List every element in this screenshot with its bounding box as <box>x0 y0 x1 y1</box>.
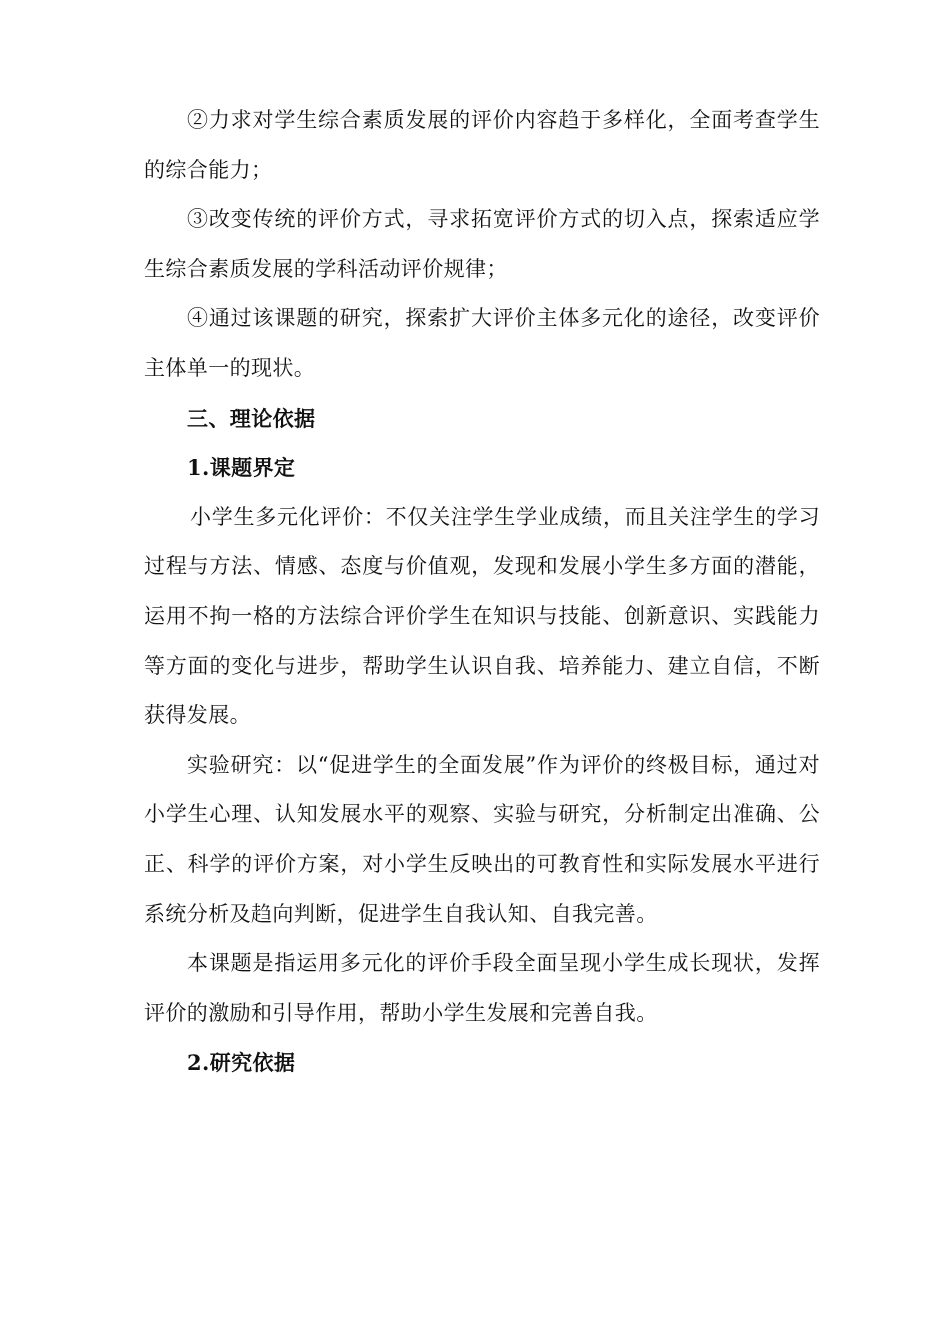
document-body <box>144 96 820 1088</box>
definition-paragraph-experiment: 实验研究：以“促进学生的全面发展”作为评价的终极目标，通过对小学生心理、认知发展水平的观察、实验与研究，分析制定出准确、公正、科学的评价方案，对小学生反映出的可教育性和实际发展水平进行系统分析及趋向判断，促进学生自我认知、自我完善。 <box>144 752 820 926</box>
subsection-heading-basis: 2.研究依据 <box>187 1050 296 1076</box>
section-heading-theory: 三、理论依据 <box>187 405 316 431</box>
definition-paragraph-evaluation: 小学生多元化评价：不仅关注学生学业成绩，而且关注学生的学习过程与方法、情感、态度与价值观，发现和发展小学生多方面的潜能，运用不拘一格的方法综合评价学生在知识与技能、创新意识、实践能力等方面的变化与进步，帮助学生认识自我、培养能力、建立自信，不断获得发展。 <box>144 504 820 728</box>
objective-paragraph-2: ②力求对学生综合素质发展的评价内容趋于多样化，全面考查学生的综合能力； <box>144 108 820 182</box>
definition-paragraph-topic: 本课题是指运用多元化的评价手段全面呈现小学生成长现状，发挥评价的激励和引导作用，帮助小学生发展和完善自我。 <box>144 951 820 1025</box>
objective-paragraph-3: ③改变传统的评价方式，寻求拓宽评价方式的切入点，探索适应学生综合素质发展的学科活动评价规律； <box>144 207 820 281</box>
subsection-heading-definition: 1.课题界定 <box>187 455 296 481</box>
objective-paragraph-4: ④通过该课题的研究，探索扩大评价主体多元化的途径，改变评价主体单一的现状。 <box>144 306 820 380</box>
